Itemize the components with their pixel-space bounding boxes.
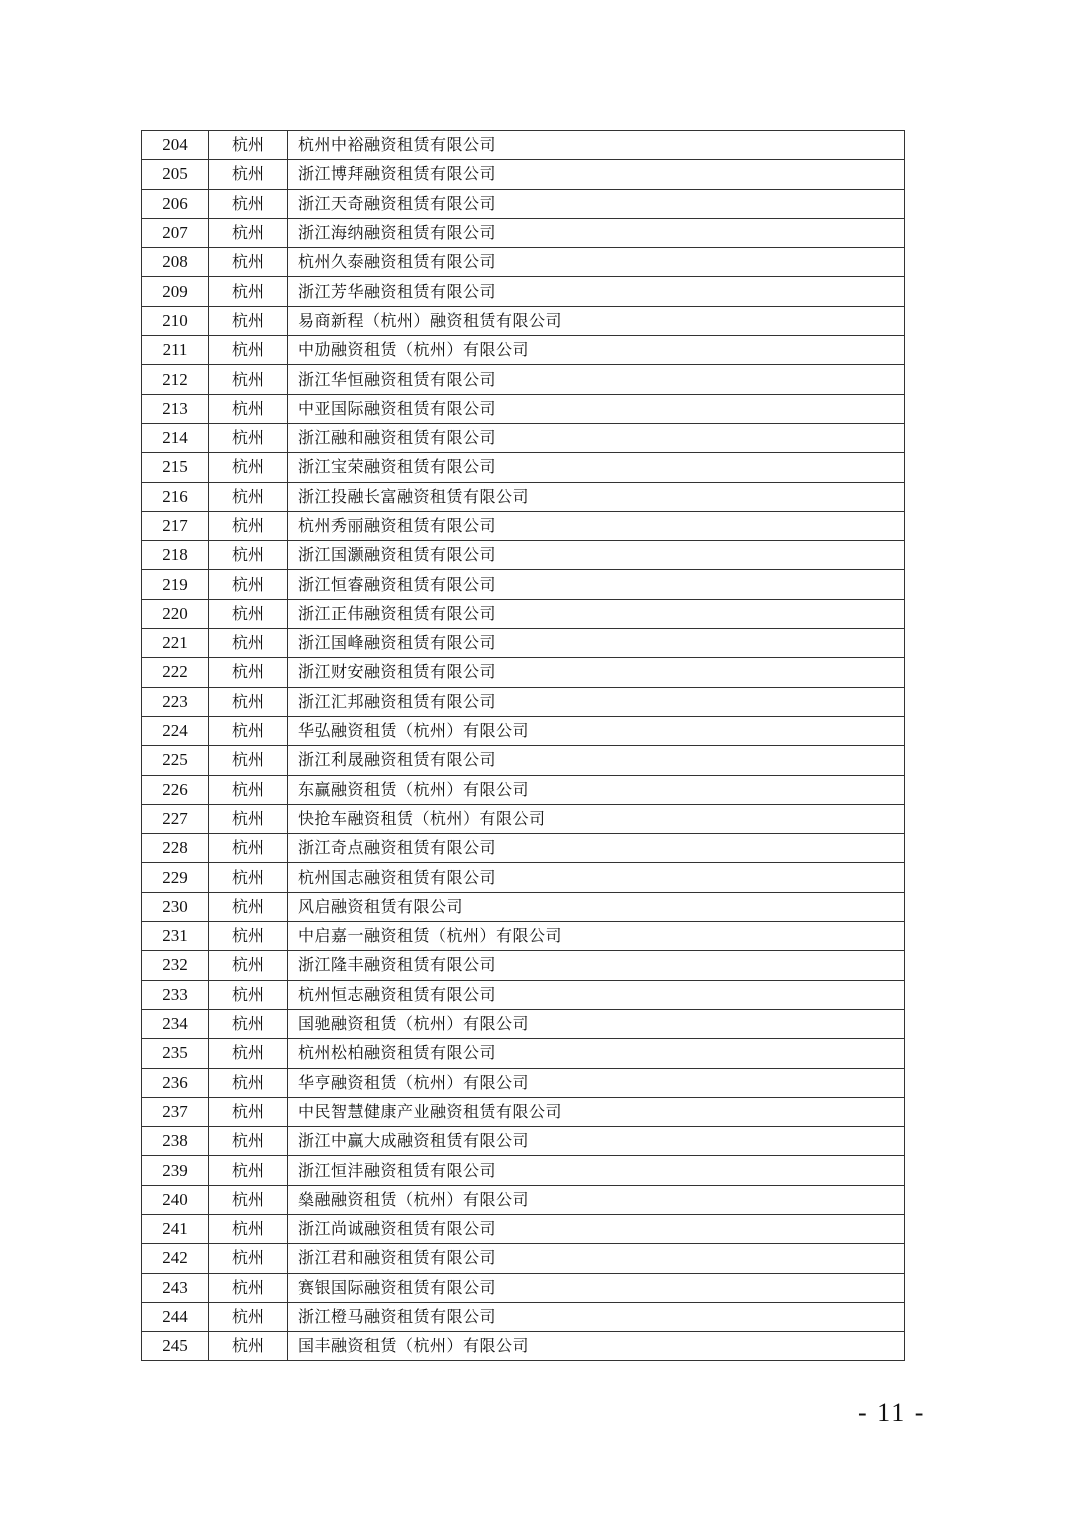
company-name-cell: 浙江财安融资租赁有限公司: [288, 658, 905, 687]
company-name-cell: 杭州秀丽融资租赁有限公司: [288, 511, 905, 540]
city-cell: 杭州: [209, 423, 288, 452]
city-cell: 杭州: [209, 1214, 288, 1243]
row-number-cell: 232: [142, 951, 209, 980]
city-cell: 杭州: [209, 160, 288, 189]
company-name-cell: 浙江国峰融资租赁有限公司: [288, 629, 905, 658]
table-row: [142, 775, 905, 804]
table-row: [142, 160, 905, 189]
row-number-cell: 206: [142, 189, 209, 218]
table-row: [142, 394, 905, 423]
row-number-cell: 241: [142, 1214, 209, 1243]
table-row: [142, 863, 905, 892]
table-row: [142, 1009, 905, 1038]
company-name-cell: 浙江融和融资租赁有限公司: [288, 423, 905, 452]
city-cell: 杭州: [209, 1185, 288, 1214]
company-name-cell: 浙江恒沣融资租赁有限公司: [288, 1156, 905, 1185]
company-name-cell: 东赢融资租赁（杭州）有限公司: [288, 775, 905, 804]
table-row: [142, 541, 905, 570]
row-number-cell: 233: [142, 980, 209, 1009]
row-number-cell: 223: [142, 687, 209, 716]
row-number-cell: 235: [142, 1039, 209, 1068]
company-name-cell: 浙江汇邦融资租赁有限公司: [288, 687, 905, 716]
table-row: [142, 658, 905, 687]
table-row: [142, 365, 905, 394]
table-row: [142, 1185, 905, 1214]
table-row: [142, 892, 905, 921]
table-row: [142, 423, 905, 452]
city-cell: 杭州: [209, 687, 288, 716]
row-number-cell: 244: [142, 1302, 209, 1331]
table-row: [142, 218, 905, 247]
table-row: [142, 922, 905, 951]
city-cell: 杭州: [209, 1097, 288, 1126]
table-row: [142, 453, 905, 482]
table-row: [142, 629, 905, 658]
company-name-cell: 浙江宝荣融资租赁有限公司: [288, 453, 905, 482]
city-cell: 杭州: [209, 453, 288, 482]
table-row: [142, 951, 905, 980]
company-name-cell: 快抢车融资租赁（杭州）有限公司: [288, 804, 905, 833]
row-number-cell: 207: [142, 218, 209, 247]
table-row: [142, 1156, 905, 1185]
company-name-cell: 杭州久泰融资租赁有限公司: [288, 248, 905, 277]
company-name-cell: 华亨融资租赁（杭州）有限公司: [288, 1068, 905, 1097]
table-body: [142, 131, 905, 1361]
city-cell: 杭州: [209, 1127, 288, 1156]
company-name-cell: 浙江正伟融资租赁有限公司: [288, 599, 905, 628]
company-name-cell: 杭州中裕融资租赁有限公司: [288, 131, 905, 160]
city-cell: 杭州: [209, 365, 288, 394]
city-cell: 杭州: [209, 306, 288, 335]
table-row: [142, 1273, 905, 1302]
city-cell: 杭州: [209, 863, 288, 892]
table-row: [142, 746, 905, 775]
company-name-cell: 中劢融资租赁（杭州）有限公司: [288, 336, 905, 365]
company-name-cell: 燊融融资租赁（杭州）有限公司: [288, 1185, 905, 1214]
city-cell: 杭州: [209, 248, 288, 277]
table-row: [142, 131, 905, 160]
company-name-cell: 浙江博拜融资租赁有限公司: [288, 160, 905, 189]
company-name-cell: 中启嘉一融资租赁（杭州）有限公司: [288, 922, 905, 951]
row-number-cell: 211: [142, 336, 209, 365]
row-number-cell: 243: [142, 1273, 209, 1302]
city-cell: 杭州: [209, 1068, 288, 1097]
company-name-cell: 杭州国志融资租赁有限公司: [288, 863, 905, 892]
row-number-cell: 240: [142, 1185, 209, 1214]
company-name-cell: 风启融资租赁有限公司: [288, 892, 905, 921]
city-cell: 杭州: [209, 482, 288, 511]
city-cell: 杭州: [209, 394, 288, 423]
company-name-cell: 浙江海纳融资租赁有限公司: [288, 218, 905, 247]
row-number-cell: 209: [142, 277, 209, 306]
city-cell: 杭州: [209, 511, 288, 540]
table-row: [142, 1097, 905, 1126]
city-cell: 杭州: [209, 1009, 288, 1038]
city-cell: 杭州: [209, 746, 288, 775]
city-cell: 杭州: [209, 775, 288, 804]
table-row: [142, 1214, 905, 1243]
city-cell: 杭州: [209, 1156, 288, 1185]
city-cell: 杭州: [209, 980, 288, 1009]
city-cell: 杭州: [209, 629, 288, 658]
row-number-cell: 210: [142, 306, 209, 335]
city-cell: 杭州: [209, 922, 288, 951]
row-number-cell: 230: [142, 892, 209, 921]
city-cell: 杭州: [209, 1039, 288, 1068]
company-name-cell: 中亚国际融资租赁有限公司: [288, 394, 905, 423]
row-number-cell: 220: [142, 599, 209, 628]
company-name-cell: 浙江橙马融资租赁有限公司: [288, 1302, 905, 1331]
table-row: [142, 716, 905, 745]
city-cell: 杭州: [209, 951, 288, 980]
row-number-cell: 229: [142, 863, 209, 892]
table-row: [142, 834, 905, 863]
company-name-cell: 浙江天奇融资租赁有限公司: [288, 189, 905, 218]
table-row: [142, 1039, 905, 1068]
table-row: [142, 189, 905, 218]
row-number-cell: 214: [142, 423, 209, 452]
row-number-cell: 242: [142, 1244, 209, 1273]
company-name-cell: 中民智慧健康产业融资租赁有限公司: [288, 1097, 905, 1126]
row-number-cell: 228: [142, 834, 209, 863]
row-number-cell: 219: [142, 570, 209, 599]
table-row: [142, 511, 905, 540]
row-number-cell: 236: [142, 1068, 209, 1097]
city-cell: 杭州: [209, 541, 288, 570]
company-name-cell: 国驰融资租赁（杭州）有限公司: [288, 1009, 905, 1038]
company-name-cell: 浙江奇点融资租赁有限公司: [288, 834, 905, 863]
company-name-cell: 杭州松柏融资租赁有限公司: [288, 1039, 905, 1068]
table-row: [142, 248, 905, 277]
city-cell: 杭州: [209, 277, 288, 306]
company-name-cell: 浙江恒睿融资租赁有限公司: [288, 570, 905, 599]
table-row: [142, 277, 905, 306]
row-number-cell: 208: [142, 248, 209, 277]
city-cell: 杭州: [209, 1273, 288, 1302]
row-number-cell: 224: [142, 716, 209, 745]
row-number-cell: 227: [142, 804, 209, 833]
table-row: [142, 804, 905, 833]
row-number-cell: 231: [142, 922, 209, 951]
city-cell: 杭州: [209, 336, 288, 365]
row-number-cell: 222: [142, 658, 209, 687]
table-row: [142, 1302, 905, 1331]
city-cell: 杭州: [209, 658, 288, 687]
city-cell: 杭州: [209, 189, 288, 218]
table-row: [142, 1127, 905, 1156]
row-number-cell: 221: [142, 629, 209, 658]
table-row: [142, 1244, 905, 1273]
row-number-cell: 238: [142, 1127, 209, 1156]
row-number-cell: 217: [142, 511, 209, 540]
table-row: [142, 570, 905, 599]
row-number-cell: 213: [142, 394, 209, 423]
city-cell: 杭州: [209, 892, 288, 921]
company-name-cell: 浙江君和融资租赁有限公司: [288, 1244, 905, 1273]
row-number-cell: 245: [142, 1332, 209, 1361]
company-name-cell: 浙江隆丰融资租赁有限公司: [288, 951, 905, 980]
company-name-cell: 国丰融资租赁（杭州）有限公司: [288, 1332, 905, 1361]
company-name-cell: 浙江中赢大成融资租赁有限公司: [288, 1127, 905, 1156]
company-name-cell: 浙江国灏融资租赁有限公司: [288, 541, 905, 570]
table-row: [142, 482, 905, 511]
city-cell: 杭州: [209, 1302, 288, 1331]
row-number-cell: 216: [142, 482, 209, 511]
city-cell: 杭州: [209, 716, 288, 745]
company-name-cell: 浙江华恒融资租赁有限公司: [288, 365, 905, 394]
city-cell: 杭州: [209, 1244, 288, 1273]
table-row: [142, 599, 905, 628]
row-number-cell: 239: [142, 1156, 209, 1185]
company-name-cell: 易商新程（杭州）融资租赁有限公司: [288, 306, 905, 335]
table-row: [142, 687, 905, 716]
table-row: [142, 1068, 905, 1097]
company-name-cell: 浙江芳华融资租赁有限公司: [288, 277, 905, 306]
city-cell: 杭州: [209, 570, 288, 599]
city-cell: 杭州: [209, 804, 288, 833]
company-name-cell: 浙江投融长富融资租赁有限公司: [288, 482, 905, 511]
company-name-cell: 浙江尚诚融资租赁有限公司: [288, 1214, 905, 1243]
city-cell: 杭州: [209, 131, 288, 160]
row-number-cell: 215: [142, 453, 209, 482]
row-number-cell: 212: [142, 365, 209, 394]
table-row: [142, 1332, 905, 1361]
row-number-cell: 237: [142, 1097, 209, 1126]
page-number: - 11 -: [858, 1398, 926, 1427]
table-row: [142, 306, 905, 335]
company-name-cell: 浙江利晟融资租赁有限公司: [288, 746, 905, 775]
row-number-cell: 204: [142, 131, 209, 160]
city-cell: 杭州: [209, 1332, 288, 1361]
row-number-cell: 234: [142, 1009, 209, 1038]
row-number-cell: 225: [142, 746, 209, 775]
city-cell: 杭州: [209, 599, 288, 628]
company-name-cell: 杭州恒志融资租赁有限公司: [288, 980, 905, 1009]
row-number-cell: 226: [142, 775, 209, 804]
table-row: [142, 336, 905, 365]
row-number-cell: 218: [142, 541, 209, 570]
table-row: [142, 980, 905, 1009]
row-number-cell: 205: [142, 160, 209, 189]
city-cell: 杭州: [209, 834, 288, 863]
city-cell: 杭州: [209, 218, 288, 247]
company-name-cell: 赛银国际融资租赁有限公司: [288, 1273, 905, 1302]
company-name-cell: 华弘融资租赁（杭州）有限公司: [288, 716, 905, 745]
company-list-table: [141, 130, 905, 1361]
